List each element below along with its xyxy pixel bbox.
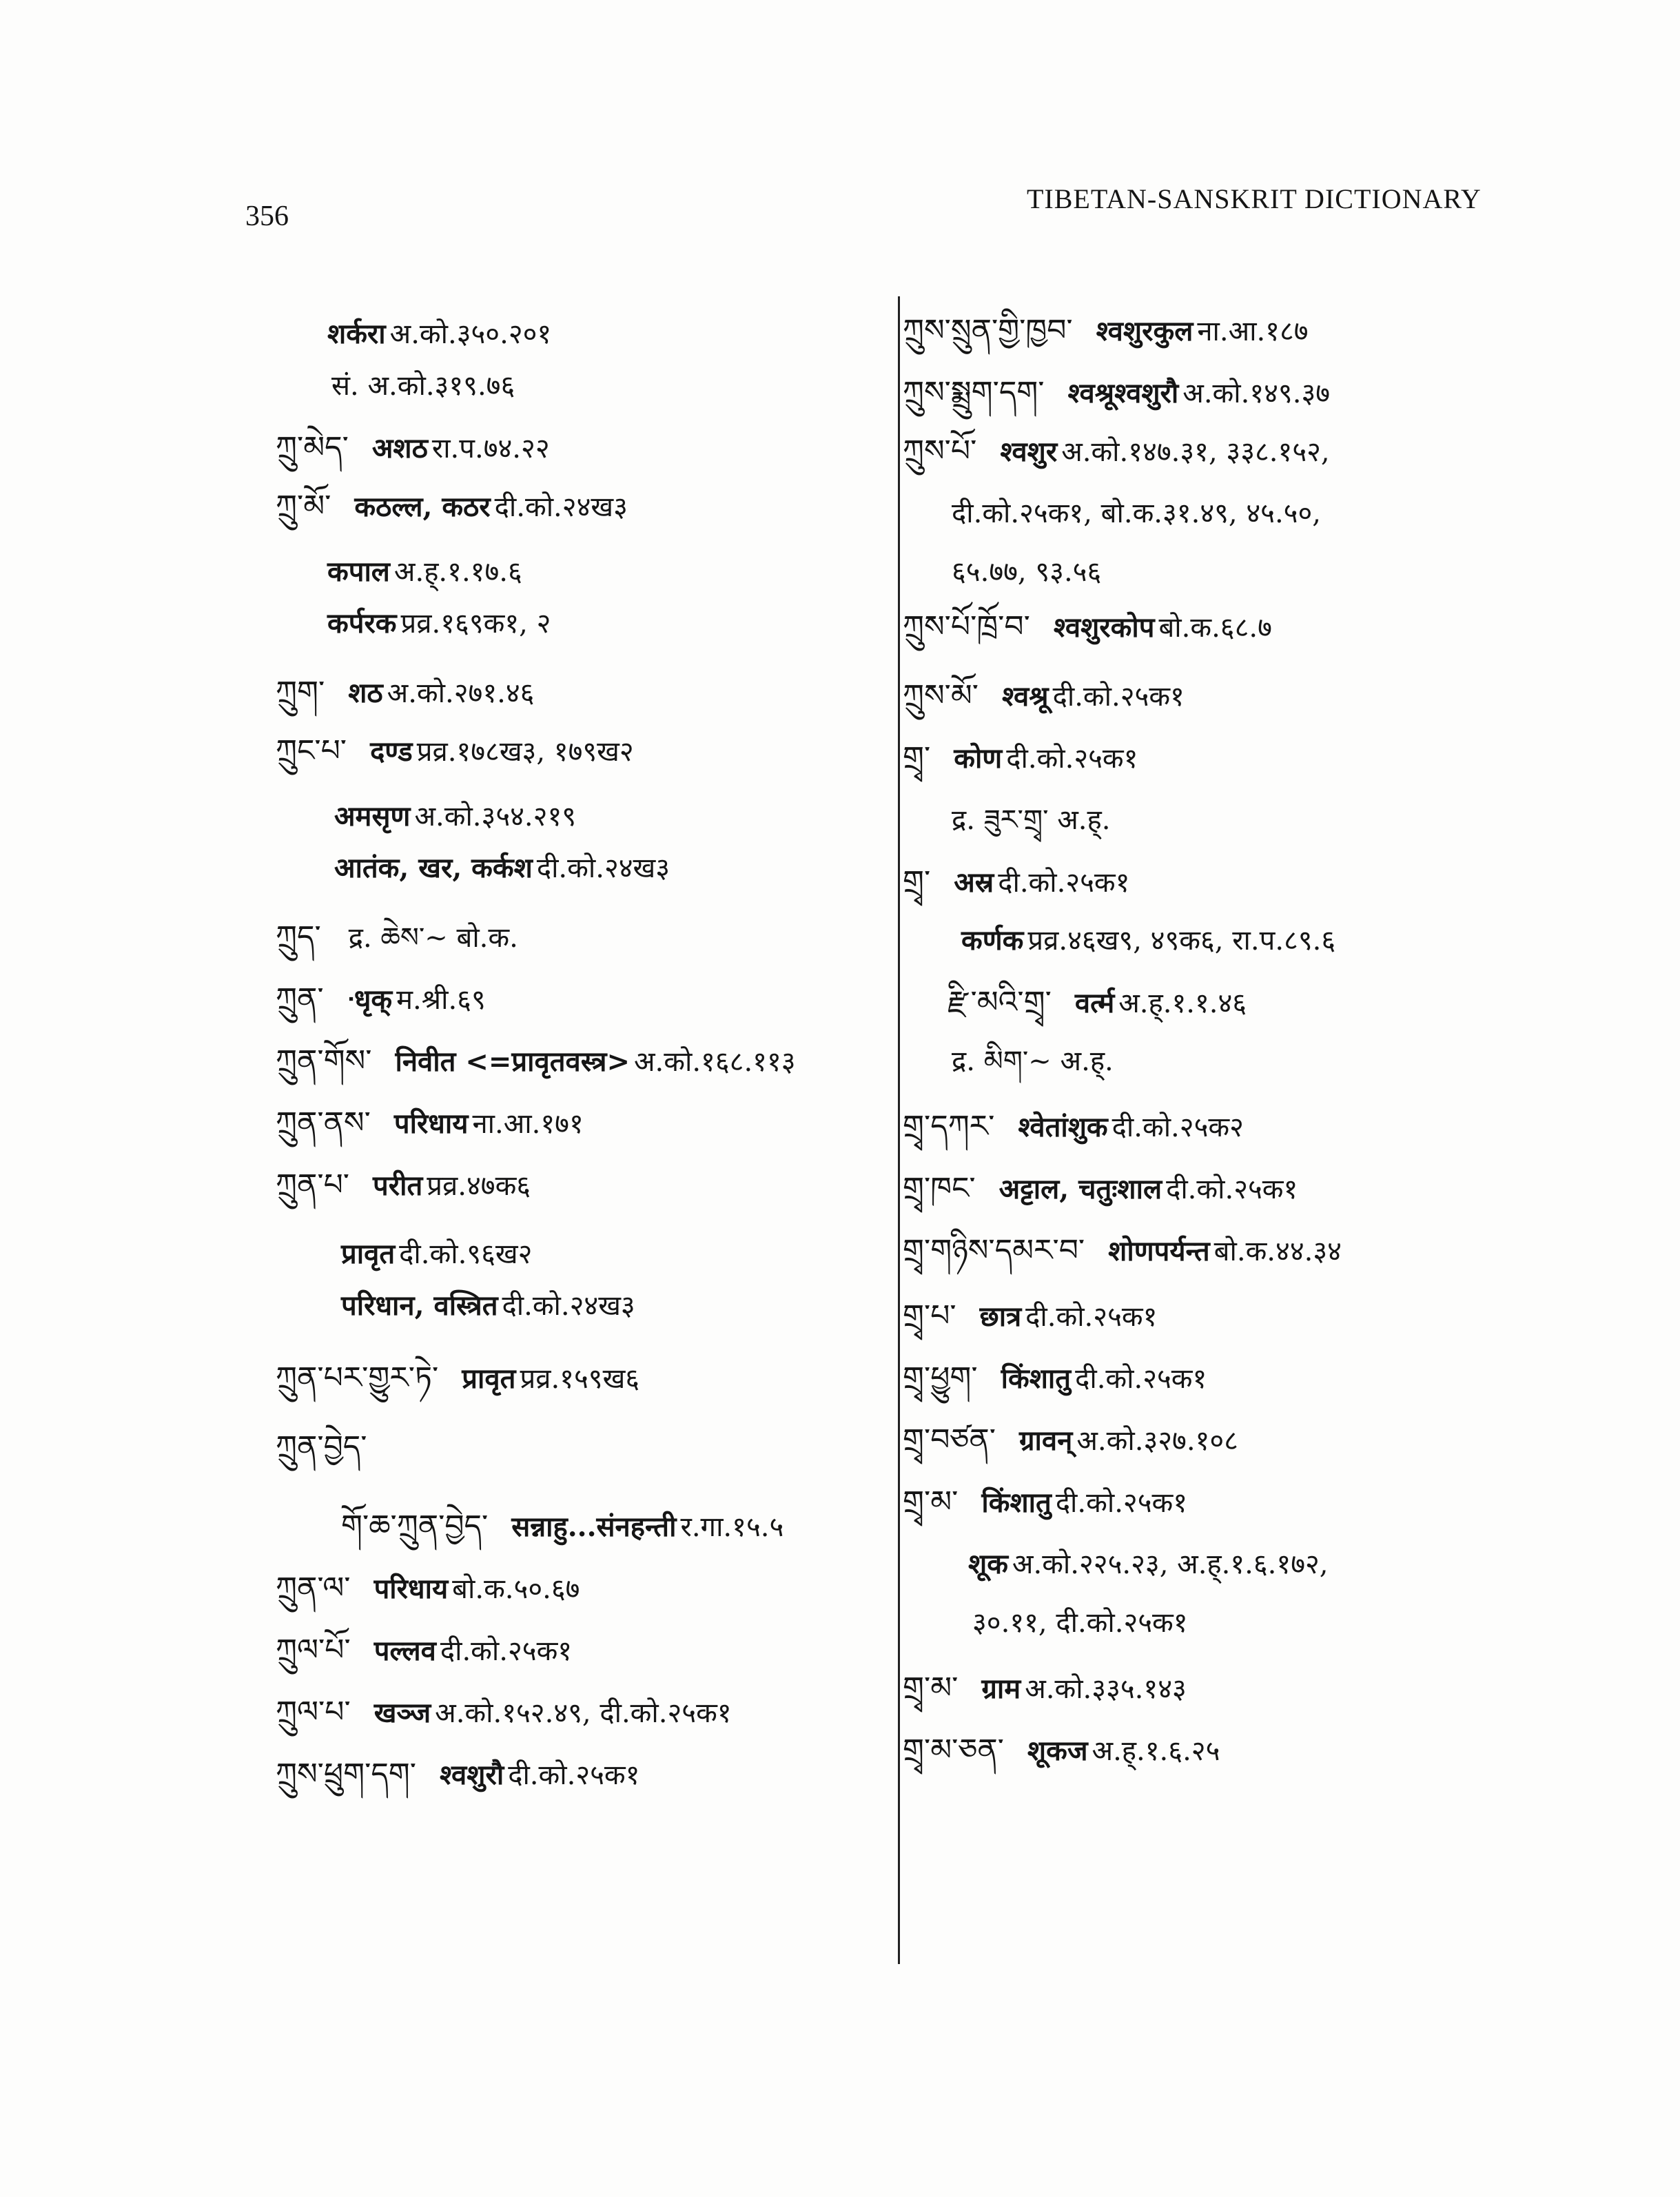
source-reference: ३०.११, दी.को.२५क१ bbox=[972, 1607, 1188, 1639]
source-reference: अ.को.२२५.२३, अ.ह्.१.६.१७२, bbox=[1012, 1549, 1329, 1580]
source-reference: प्रव्र.१७८ख३, १७९ख२ bbox=[416, 736, 634, 768]
source-reference: दी.को.२५क१ bbox=[1052, 681, 1185, 713]
sanskrit-equivalent: श्वशुरकोप bbox=[1053, 611, 1155, 644]
left-entry bbox=[327, 314, 551, 355]
left-entry bbox=[327, 603, 551, 644]
sanskrit-equivalent: खञ्ज bbox=[373, 1697, 431, 1729]
source-reference: अ.को.१४९.३७ bbox=[1182, 378, 1331, 409]
sanskrit-equivalent: ᐧधृक् bbox=[347, 983, 393, 1016]
tibetan-headword: ཀྲུང་པ་ bbox=[276, 733, 347, 768]
sanskrit-equivalent: प्रावृत bbox=[341, 1238, 396, 1270]
left-entry bbox=[276, 1041, 796, 1082]
source-reference: अ.ह्.१.६.२५ bbox=[1092, 1735, 1220, 1767]
sanskrit-equivalent: शूक bbox=[968, 1548, 1008, 1580]
right-entry bbox=[903, 372, 1330, 413]
tibetan-headword: ཀྲུན་བྱེད་ bbox=[276, 1429, 367, 1464]
right-entry bbox=[903, 1668, 1187, 1709]
right-entry bbox=[947, 799, 1110, 841]
left-entry bbox=[341, 1234, 532, 1275]
right-entry bbox=[968, 1602, 1188, 1644]
right-entry bbox=[903, 431, 1330, 472]
sanskrit-equivalent: कोण bbox=[954, 742, 1003, 775]
left-entry bbox=[327, 365, 515, 407]
sanskrit-equivalent: अशठ bbox=[371, 432, 428, 464]
sanskrit-equivalent: श्वश्रूश्वशुरौ bbox=[1067, 377, 1179, 409]
source-reference: अ.को.२७१.४६ bbox=[387, 677, 535, 709]
tibetan-headword: གྲྭ་དཀར་ bbox=[903, 1109, 995, 1144]
sanskrit-equivalent: शोणपर्यन्त bbox=[1108, 1235, 1210, 1267]
sanskrit-equivalent: छात्र bbox=[979, 1300, 1022, 1333]
source-reference: दी.को.२५क१, बो.क.३१.४९, ४५.५०, bbox=[952, 498, 1321, 529]
left-entry bbox=[327, 551, 522, 593]
sanskrit-equivalent: अमसृण bbox=[334, 800, 411, 832]
right-entry bbox=[947, 1041, 1114, 1082]
sanskrit-equivalent: शर्करा bbox=[327, 318, 386, 350]
source-reference: द्र. ཟུར་གྲྭ་ अ.ह्. bbox=[952, 804, 1111, 836]
sanskrit-equivalent: कपाल bbox=[327, 555, 390, 588]
source-reference: अ.ह्.१.१.४६ bbox=[1118, 988, 1247, 1019]
source-reference: दी.को.२५क१ bbox=[440, 1635, 573, 1667]
right-entry bbox=[903, 1230, 1342, 1271]
tibetan-headword: གྲྭ་ bbox=[903, 740, 931, 775]
left-entry bbox=[341, 1506, 783, 1547]
sanskrit-equivalent: शूकज bbox=[1027, 1735, 1088, 1767]
source-reference: बो.क.४४.३४ bbox=[1213, 1236, 1342, 1267]
sanskrit-equivalent: निवीत <=प्रावृतवस्त्र> bbox=[395, 1045, 630, 1078]
source-reference: दी.को.२५क१ bbox=[1075, 1363, 1207, 1395]
right-entry bbox=[903, 1168, 1298, 1209]
tibetan-headword: རྫི་མའི་གྲྭ་ bbox=[947, 985, 1052, 1020]
tibetan-headword: ཀྲུས་པོ་ bbox=[903, 433, 977, 469]
left-entry bbox=[276, 1754, 639, 1795]
right-entry bbox=[903, 737, 1138, 779]
sanskrit-equivalent: किंशातु bbox=[981, 1486, 1052, 1519]
right-entry bbox=[903, 1420, 1238, 1461]
tibetan-headword: ཀྲུས་སྲུན་གྱི་ཁྱབ་ bbox=[903, 313, 1073, 348]
source-reference: र.गा.१५.५ bbox=[680, 1511, 784, 1543]
tibetan-headword: ཀྲུན་གོས་ bbox=[276, 1043, 372, 1079]
source-reference: सं. अ.को.३१९.७६ bbox=[331, 370, 515, 402]
sanskrit-equivalent: श्वशुरकुल bbox=[1096, 315, 1194, 347]
source-reference: अ.को.१५२.४९, दी.को.२५क१ bbox=[435, 1697, 732, 1729]
right-entry bbox=[903, 1730, 1220, 1771]
source-reference: दी.को.२५क१ bbox=[998, 867, 1130, 899]
sanskrit-equivalent: श्वशुर bbox=[1000, 436, 1058, 468]
tibetan-headword: ཀྲུལ་པོ་ bbox=[276, 1633, 351, 1668]
sanskrit-equivalent: परीत bbox=[373, 1169, 423, 1202]
left-entry bbox=[276, 1427, 390, 1468]
sanskrit-equivalent: परिधान, वस्त्रित bbox=[341, 1289, 498, 1322]
source-reference: दी.को.२४ख३ bbox=[502, 1290, 635, 1322]
right-entry bbox=[961, 920, 1335, 961]
source-reference: अ.को.३२७.१०८ bbox=[1076, 1425, 1238, 1457]
tibetan-headword: གྲྭ་མ་ཅན་ bbox=[903, 1733, 1004, 1768]
source-reference: द्र. མིག་~ अ.ह्. bbox=[952, 1045, 1114, 1077]
right-entry bbox=[903, 1106, 1244, 1147]
sanskrit-equivalent: कर्णक bbox=[961, 924, 1024, 957]
source-reference: दी.को.२५क२ bbox=[1112, 1112, 1244, 1143]
left-entry bbox=[334, 848, 670, 889]
right-entry bbox=[903, 675, 1185, 717]
source-reference: दी.को.२५क१ bbox=[1055, 1487, 1188, 1519]
tibetan-headword: ཀྲུན་པ་ bbox=[276, 1167, 350, 1203]
sanskrit-equivalent: अस्र bbox=[954, 866, 994, 899]
right-entry bbox=[947, 493, 1321, 534]
sanskrit-equivalent: किंशातु bbox=[1001, 1362, 1072, 1395]
source-reference: ना.आ.१८७ bbox=[1197, 316, 1309, 347]
source-reference: अ.को.३३५.१४३ bbox=[1025, 1673, 1187, 1705]
sanskrit-equivalent: अट्टाल, चतुःशाल bbox=[998, 1173, 1162, 1205]
tibetan-headword: ཀྲུལ་པ་ bbox=[276, 1695, 351, 1730]
left-entry bbox=[276, 1103, 584, 1144]
source-reference: अ.को.३५४.२१९ bbox=[414, 801, 577, 832]
sanskrit-equivalent: ग्राम bbox=[981, 1673, 1021, 1705]
sanskrit-equivalent: श्वशुरौ bbox=[440, 1759, 504, 1791]
tibetan-headword: ཀྲུན་ལ་ bbox=[276, 1571, 351, 1606]
sanskrit-equivalent: शठ bbox=[348, 677, 383, 709]
source-reference: प्रव्र.१५९ख६ bbox=[520, 1363, 640, 1395]
tibetan-headword: གྲྭ་པ་ bbox=[903, 1298, 956, 1333]
sanskrit-equivalent: कर्परक bbox=[327, 607, 397, 640]
left-entry bbox=[276, 730, 634, 772]
sanskrit-equivalent: दण्ड bbox=[370, 735, 413, 768]
source-reference: प्रव्र.१६९क१, २ bbox=[400, 608, 551, 640]
source-reference: दी.को.२५क१ bbox=[1166, 1174, 1298, 1205]
right-entry bbox=[903, 606, 1272, 648]
left-entry bbox=[276, 486, 628, 527]
tibetan-headword: ཀྲུ་མོ་ bbox=[276, 489, 331, 524]
right-entry bbox=[903, 861, 1129, 903]
source-reference: दी.को.२५क१ bbox=[1025, 1301, 1158, 1333]
left-entry bbox=[276, 1568, 580, 1609]
source-reference: द्र. ཆེས་~ बो.क. bbox=[348, 922, 518, 954]
running-title: TIBETAN-SANSKRIT DICTIONARY bbox=[1027, 183, 1482, 214]
left-entry bbox=[341, 1285, 635, 1327]
source-reference: अ.ह्.१.१७.६ bbox=[393, 556, 522, 588]
left-entry bbox=[276, 1692, 732, 1733]
sanskrit-equivalent: ग्रावन् bbox=[1019, 1424, 1073, 1457]
sanskrit-equivalent: कठल्ल, कठर bbox=[354, 491, 491, 523]
left-entry bbox=[276, 917, 518, 958]
tibetan-headword: ཀྲུག་ bbox=[276, 675, 325, 710]
source-reference: म.श्री.६९ bbox=[396, 984, 486, 1016]
tibetan-headword: ཀྲུས་ཕྲུག་དག་ bbox=[276, 1757, 417, 1792]
sanskrit-equivalent: सन्नाहु...संनहन्ती bbox=[511, 1511, 677, 1543]
sanskrit-equivalent: परिधाय bbox=[393, 1107, 469, 1140]
right-entry bbox=[903, 1482, 1187, 1523]
source-reference: दी.को.९६ख२ bbox=[399, 1238, 533, 1270]
right-entry bbox=[947, 551, 1101, 593]
page-number: 356 bbox=[245, 201, 289, 232]
sanskrit-equivalent: परिधाय bbox=[373, 1573, 449, 1605]
right-entry bbox=[903, 1358, 1207, 1399]
source-reference: दी.को.२५क१ bbox=[508, 1759, 640, 1791]
right-entry bbox=[947, 982, 1247, 1023]
tibetan-headword: ཀྲུན་པར་གྱུར་ཏེ་ bbox=[276, 1360, 439, 1396]
tibetan-headword: གྲྭ་བཙན་ bbox=[903, 1422, 996, 1458]
left-entry bbox=[276, 672, 534, 713]
sanskrit-equivalent: श्वेतांशुक bbox=[1018, 1111, 1108, 1143]
right-entry bbox=[903, 310, 1309, 351]
column-divider bbox=[898, 296, 900, 1964]
tibetan-headword: གྲྭ་ bbox=[903, 864, 931, 899]
tibetan-headword: ཀྲུས་སྨྲུག་དག་ bbox=[903, 375, 1045, 410]
right-entry bbox=[903, 1296, 1157, 1337]
source-reference: प्रव्र.४६ख९, ४९क६, रा.प.८९.६ bbox=[1027, 925, 1336, 957]
right-entry bbox=[968, 1544, 1329, 1585]
source-reference: अ.को.१६८.११३ bbox=[633, 1046, 796, 1078]
source-reference: दी.को.२५क१ bbox=[1006, 743, 1138, 775]
source-reference: बो.क.५०.६७ bbox=[452, 1573, 580, 1605]
source-reference: दी.को.२४ख३ bbox=[536, 852, 670, 884]
tibetan-headword: གྲྭ་གཉིས་དམར་བ་ bbox=[903, 1233, 1085, 1268]
source-reference: रा.प.७४.२२ bbox=[431, 433, 550, 464]
left-entry bbox=[276, 979, 486, 1020]
tibetan-headword: ཀྲུད་ bbox=[276, 919, 321, 954]
left-entry bbox=[276, 1165, 531, 1206]
left-entry bbox=[276, 1630, 572, 1671]
source-reference: प्रव्र.४७क६ bbox=[427, 1170, 531, 1202]
sanskrit-equivalent: आतंक, खर, कर्कश bbox=[334, 852, 533, 884]
tibetan-headword: ཀྲུས་པོ་ཁྲོ་བ་ bbox=[903, 609, 1030, 644]
tibetan-headword: གྲྭ་མ་ bbox=[903, 1670, 959, 1706]
sanskrit-equivalent: प्रावृत bbox=[462, 1362, 516, 1395]
tibetan-headword: གྲྭ་ཕྱུག་ bbox=[903, 1360, 978, 1396]
left-entry bbox=[276, 1358, 639, 1399]
left-entry bbox=[276, 427, 550, 469]
source-reference: बो.क.६८.७ bbox=[1158, 612, 1272, 644]
sanskrit-equivalent: श्वश्रू bbox=[1002, 680, 1049, 713]
tibetan-headword: གྲྭ་ཁང་ bbox=[903, 1171, 976, 1206]
source-reference: दी.को.२४ख३ bbox=[494, 491, 628, 523]
sanskrit-equivalent: वर्त्म bbox=[1074, 987, 1115, 1019]
tibetan-headword: ཀྲུས་མོ་ bbox=[903, 678, 979, 713]
left-entry bbox=[334, 796, 576, 837]
tibetan-headword: ཀྲུན་ bbox=[276, 981, 324, 1016]
source-reference: अ.को.१४७.३१, ३३८.१५२, bbox=[1061, 436, 1330, 468]
source-reference: अ.को.३५०.२०१ bbox=[389, 318, 552, 350]
source-reference: ६५.७७, ९३.५६ bbox=[952, 556, 1102, 588]
tibetan-headword: ཀྲུ་མེད་ bbox=[276, 430, 349, 465]
sanskrit-equivalent: पल्लव bbox=[373, 1635, 436, 1667]
tibetan-headword: ཀྲུན་ནས་ bbox=[276, 1105, 371, 1141]
tibetan-headword: གྲྭ་མ་ bbox=[903, 1484, 959, 1520]
source-reference: ना.आ.१७१ bbox=[472, 1108, 584, 1140]
tibetan-headword: གོ་ཆ་ཀྲུན་བྱེད་ bbox=[341, 1509, 489, 1544]
